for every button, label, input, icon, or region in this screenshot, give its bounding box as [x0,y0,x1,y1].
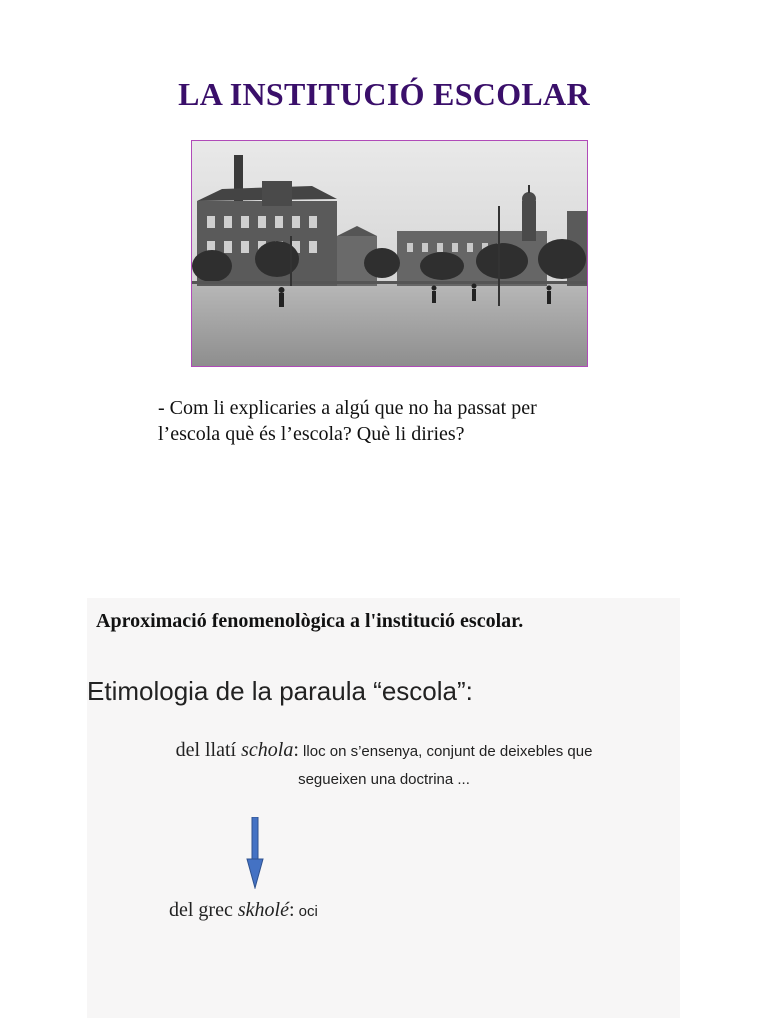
latin-colon: : [293,739,299,761]
reflection-question [158,395,578,447]
greek-meaning: oci [294,903,318,920]
photo-illustration [192,141,587,366]
latin-prefix: del llatí [175,739,242,761]
question-line-2: l’escola què és l’escola? Què li diries? [158,423,465,445]
page-title: LA INSTITUCIÓ ESCOLAR [178,76,590,112]
latin-meaning-line-2: segueixen una doctrina ... [298,771,470,788]
historic-school-photo [191,140,588,367]
question-line-1: - Com li explicaries a algú que no ha passat per [158,397,537,419]
latin-etymology [0,736,768,794]
greek-etymology [169,899,318,922]
greek-term: skholé [237,899,289,921]
etymology-heading: Etimologia de la paraula “escola”: [87,676,473,706]
latin-term: schola [241,739,294,761]
down-arrow-icon [246,817,264,889]
scanned-slide-background [87,598,680,1018]
greek-colon: : [288,899,295,921]
section-title: Aproximació fenomenològica a l'institució escolar. [96,610,524,632]
latin-meaning-line-1: lloc on s’ensenya, conjunt de deixebles que [298,743,593,760]
greek-prefix: del grec [169,899,238,921]
